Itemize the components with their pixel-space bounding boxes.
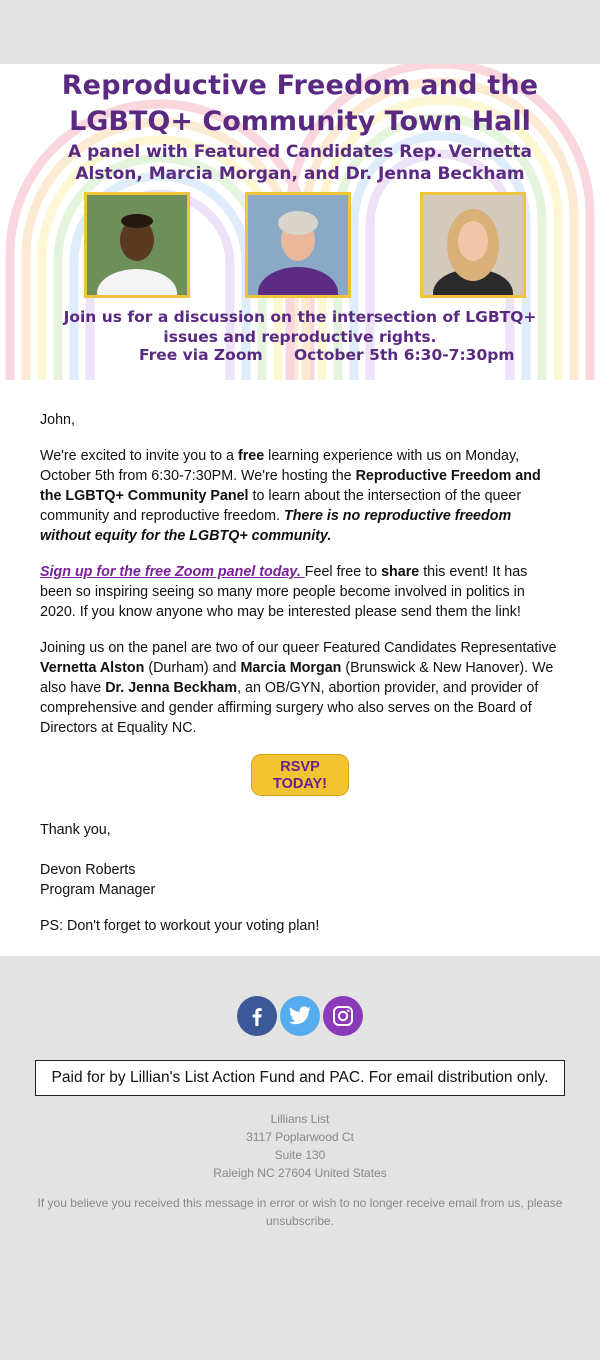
text-bold: Marcia Morgan (240, 660, 342, 676)
text-bold: share (381, 564, 420, 580)
social-links (0, 996, 600, 1036)
text-bold: Dr. Jenna Beckham (105, 680, 238, 696)
rsvp-button[interactable] (251, 754, 349, 796)
rsvp-wrapper (40, 754, 560, 796)
rsvp-label-line-1: RSVP (280, 759, 320, 775)
email-footer (0, 956, 600, 1230)
instagram-icon[interactable] (323, 996, 363, 1036)
text-span: this event! It has been so inspiring seeing so many more people become involved in politics in 2020. If you know anyone who may be interested please send them the link! (40, 564, 528, 620)
text-bold: free (237, 448, 265, 464)
street-address: 3117 Poplarwood Ct (246, 1130, 354, 1144)
rsvp-label-line-2: TODAY! (273, 776, 327, 792)
text-bold-italic: There is no reproductive freedom without equity for the LGBTQ+ community. (40, 508, 512, 544)
signature-title: Program Manager (40, 882, 156, 898)
mailing-address (0, 1110, 600, 1182)
text-span: learning experience with us on Monday, October 5th from 6:30-7:30PM. We're hosting the (40, 448, 520, 484)
text-span: to learn about the intersection of the queer community and reproductive freedom. (40, 488, 522, 524)
banner-title-line-1: Reproductive Freedom and the (61, 70, 539, 101)
paragraph-invitation (40, 446, 560, 546)
facebook-icon[interactable] (237, 996, 277, 1036)
paragraph-panelists (40, 638, 560, 738)
text-span: Feel free to (304, 564, 382, 580)
twitter-icon[interactable] (280, 996, 320, 1036)
signature (40, 860, 560, 900)
event-banner (0, 64, 600, 380)
text-bold: Vernetta Alston (40, 660, 145, 676)
postscript: PS: Don't forget to workout your voting plan! (40, 918, 320, 934)
suite: Suite 130 (274, 1148, 326, 1162)
org-name: Lillians List (270, 1112, 330, 1126)
banner-date-text: October 5th 6:30-7:30pm (294, 346, 515, 364)
text-span: , an OB/GYN, abortion provider, and provider of comprehensive and gender affirming surgery who also serves on the Board of Directors at Equality NC. (40, 680, 539, 736)
unsubscribe-notice[interactable]: If you believe you received this message in error or wish to no longer receive email from us, please unsubscribe. (37, 1196, 563, 1228)
city-state-zip: Raleigh NC 27604 United States (213, 1166, 387, 1180)
text-span: (Brunswick & New Hanover). We also have (40, 660, 554, 696)
signature-name: Devon Roberts (40, 862, 136, 878)
text-span: (Durham) and (144, 660, 241, 676)
letter-body (0, 380, 600, 956)
thanks: Thank you, (40, 822, 111, 838)
banner-join-text: Join us for a discussion on the intersection of LGBTQ+ issues and reproductive rights. (63, 308, 537, 346)
zoom-signup-link[interactable]: Sign up for the free Zoom panel today. (40, 564, 305, 580)
top-spacer (0, 0, 600, 64)
candidate-photo-vernetta-alston (84, 192, 190, 298)
banner-free-text: Free via Zoom (139, 346, 263, 364)
email-card (0, 64, 600, 956)
paragraph-signup (40, 562, 560, 622)
banner-title-line-2: LGBTQ+ Community Town Hall (69, 106, 531, 137)
text-span: We're excited to invite you to a (40, 448, 238, 464)
candidate-photo-jenna-beckham (420, 192, 526, 298)
banner-subtitle: A panel with Featured Candidates Rep. Vernetta Alston, Marcia Morgan, and Dr. Jenna Beckham (68, 142, 532, 184)
greeting: John, (40, 412, 75, 428)
text-span: Joining us on the panel are two of our queer Featured Candidates Representative (40, 640, 557, 656)
candidate-photo-marcia-morgan (245, 192, 351, 298)
paid-for-disclaimer: Paid for by Lillian's List Action Fund and PAC. For email distribution only. (35, 1060, 565, 1096)
text-bold: Reproductive Freedom and the LGBTQ+ Community Panel (40, 468, 541, 504)
